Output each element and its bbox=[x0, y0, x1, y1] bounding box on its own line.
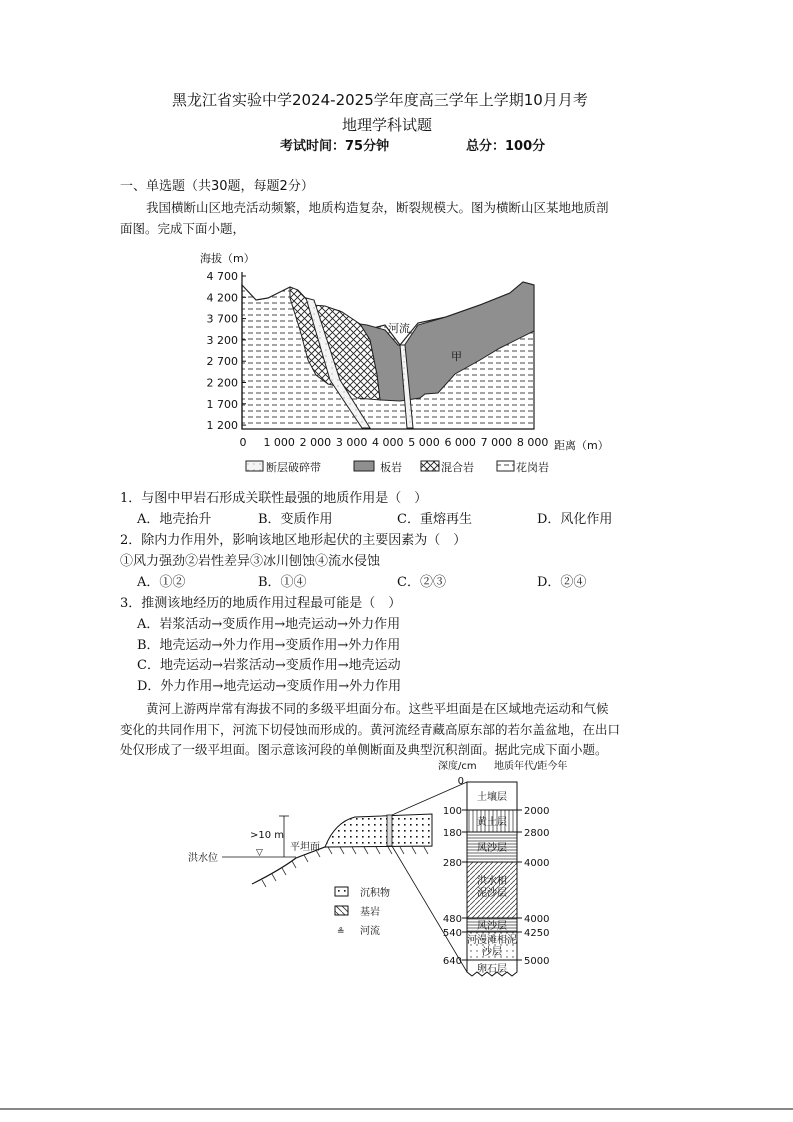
answer-option[interactable]: B．地壳运动→外力作用→变质作用→外力作用 bbox=[137, 637, 401, 653]
flood-level-label: 洪水位 bbox=[188, 853, 218, 864]
x-tick-label: 7 000 bbox=[480, 436, 513, 449]
answer-option[interactable]: C．重熔再生 bbox=[397, 512, 472, 527]
x-tick-label: 8 000 bbox=[516, 436, 549, 449]
layer-label: 河漫滩相泥沙层 bbox=[467, 935, 517, 958]
height-label: >10 m bbox=[250, 830, 285, 841]
age-label: 5000 bbox=[524, 956, 550, 967]
passage2-line: 处仅形成了一级平坦面。图示意该河段的单侧断面及典型沉积剖面。据此完成下面小题。 bbox=[120, 742, 608, 757]
y-tick-label: 4 200 bbox=[206, 291, 238, 305]
age-label: 2800 bbox=[524, 828, 550, 839]
layer-label: 风沙层 bbox=[477, 921, 507, 932]
answer-option[interactable]: C．地壳运动→岩浆活动→变质作用→地壳运动 bbox=[137, 658, 401, 673]
answer-option[interactable]: B．变质作用 bbox=[258, 512, 333, 527]
passage1-line: 面图。完成下面小题， bbox=[120, 221, 246, 236]
y-tick-label: 1 200 bbox=[206, 419, 238, 433]
depth-label: 100 bbox=[442, 806, 462, 817]
legend-migmatite: 混合岩 bbox=[441, 461, 474, 474]
y-tick-label: 4 700 bbox=[206, 270, 238, 283]
depth-label: 180 bbox=[442, 828, 462, 839]
age-label: 2000 bbox=[524, 806, 550, 817]
y-tick-label: 2 700 bbox=[206, 355, 238, 369]
answer-option[interactable]: A．岩浆活动→变质作用→地壳运动→外力作用 bbox=[137, 617, 401, 632]
x-tick-label: 4 000 bbox=[372, 436, 404, 449]
page-bottom-rule bbox=[0, 1108, 793, 1110]
y-axis-label: 海拔（m） bbox=[200, 252, 255, 265]
answer-option[interactable]: A．地壳抬升 bbox=[137, 512, 212, 527]
terrace-label: 平坦面 bbox=[290, 842, 320, 853]
depth-label: 540 bbox=[442, 928, 462, 939]
x-tick-label: 3 000 bbox=[335, 436, 368, 449]
passage1-line: 我国横断山区地壳活动频繁，地质构造复杂，断裂规模大。图为横断山区某地地质剖 bbox=[146, 200, 609, 215]
exam-time: 考试时间：75分钟 bbox=[280, 139, 390, 154]
water-level-icon: ▽ bbox=[256, 848, 263, 858]
y-tick-label: 3 700 bbox=[206, 312, 238, 326]
exam-subtitle: 地理学科试题 bbox=[342, 116, 433, 134]
depth-label: 280 bbox=[442, 858, 462, 869]
question-stem: 3．推测该地经历的地质作用过程最可能是（ ） bbox=[120, 596, 402, 611]
rock-jia-label: 甲 bbox=[451, 350, 462, 363]
depth-header: 深度/cm bbox=[438, 761, 477, 772]
age-label: 4000 bbox=[524, 858, 550, 869]
layer-label: 风沙层 bbox=[477, 843, 507, 854]
layer-label: 洪水相泥沙层 bbox=[477, 876, 507, 899]
question-stem: 2．除内力作用外，影响该地区地形起伏的主要因素为（ ） bbox=[120, 533, 467, 548]
terrace-profile-figure bbox=[188, 759, 567, 976]
age-label: 4250 bbox=[524, 928, 550, 939]
y-tick-label: 3 200 bbox=[206, 333, 238, 347]
layer-label: 土壤层 bbox=[477, 792, 507, 803]
legend-sediment: 沉积物 bbox=[360, 888, 390, 899]
x-tick-label: 2 000 bbox=[299, 436, 332, 449]
x-tick-label: 0 bbox=[239, 436, 247, 449]
question-statements: ①风力强劲②岩性差异③冰川刨蚀④流水侵蚀 bbox=[120, 554, 381, 569]
question-stem: 1．与图中甲岩石形成关联性最强的地质作用是（ ） bbox=[120, 491, 428, 506]
answer-option[interactable]: A．①② bbox=[137, 575, 186, 590]
legend-river: 河流 bbox=[360, 926, 380, 937]
answer-option[interactable]: D．外力作用→地壳运动→变质作用→外力作用 bbox=[137, 678, 402, 694]
exam-title: 黑龙江省实验中学2024-2025学年度高三学年上学期10月月考 bbox=[172, 91, 588, 109]
x-tick-label: 5 000 bbox=[408, 436, 440, 449]
passage2-line: 黄河上游两岸常有海拔不同的多级平坦面分布。这些平坦面是在区域地壳运动和气候 bbox=[146, 701, 609, 716]
layer-label: 卵石层 bbox=[477, 964, 507, 975]
river-label: 河流 bbox=[388, 322, 410, 335]
answer-option[interactable]: B．①④ bbox=[258, 575, 307, 590]
answer-option[interactable]: D．风化作用 bbox=[537, 512, 613, 527]
section-heading: 一、单选题（共30题，每题2分） bbox=[120, 179, 314, 194]
x-tick-label: 1 000 bbox=[263, 436, 295, 449]
figure1-legend bbox=[246, 460, 549, 474]
age-label: 4000 bbox=[524, 914, 550, 925]
legend-fault-zone: 断层破碎带 bbox=[266, 461, 321, 474]
layer-label: 黄土层 bbox=[477, 817, 507, 828]
total-score: 总分：100分 bbox=[466, 139, 546, 154]
x-axis-label: 距离（m） bbox=[554, 439, 609, 452]
answer-option[interactable]: C．②③ bbox=[397, 575, 446, 590]
age-header: 地质年代/距今年 bbox=[494, 761, 568, 772]
x-tick-label: 6 000 bbox=[444, 436, 476, 449]
depth-label: 480 bbox=[442, 914, 462, 925]
y-tick-label: 1 700 bbox=[206, 397, 238, 411]
river-symbol-icon: ≗ bbox=[337, 927, 345, 937]
depth-label: 0 bbox=[457, 776, 464, 787]
legend-bedrock: 基岩 bbox=[360, 907, 380, 918]
passage2-line: 变化的共同作用下，河流下切侵蚀而形成的。黄河流经青藏高原东部的若尔盖盆地，在出口 bbox=[120, 722, 621, 737]
y-tick-label: 2 200 bbox=[206, 376, 238, 390]
legend-granite: 花岗岩 bbox=[516, 461, 549, 474]
legend-slate: 板岩 bbox=[380, 461, 402, 474]
answer-option[interactable]: D．②④ bbox=[537, 575, 587, 590]
depth-label: 640 bbox=[442, 956, 462, 967]
